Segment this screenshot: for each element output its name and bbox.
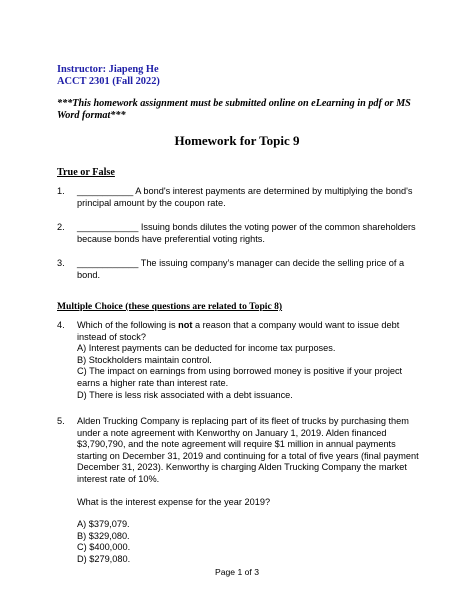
mc-question-5 xyxy=(57,416,427,566)
question-prompt: What is the interest expense for the year 2019? xyxy=(77,496,271,507)
section-true-false: True or False xyxy=(57,167,115,178)
option-d: D) $279,080. xyxy=(77,553,131,564)
option-c: C) The impact on earnings from using borrowed money is positive if your project earns a higher rate than interest rate. xyxy=(77,366,403,388)
question-number: 4. xyxy=(57,320,65,330)
tf-question-1 xyxy=(57,186,427,209)
question-number: 3. xyxy=(57,258,65,268)
question-text: ____________ The issuing company’s manager can decide the selling price of a bond. xyxy=(77,258,405,280)
page-number: Page 1 of 3 xyxy=(215,567,259,577)
question-number: 2. xyxy=(57,222,65,232)
question-text: Which of the following is not a reason that a company would want to issue debt instead of stock? xyxy=(77,320,400,342)
tf-question-3 xyxy=(57,258,427,281)
section-multiple-choice: Multiple Choice (these questions are related to Topic 8) xyxy=(57,301,283,312)
question-text: ____________ Issuing bonds dilutes the voting power of the common shareholders because bonds have preferential voting rights. xyxy=(77,222,416,244)
course-line: ACCT 2301 (Fall 2022) xyxy=(57,76,160,87)
submission-note: ***This homework assignment must be submitted online on eLearning in pdf or MS Word format*** xyxy=(57,98,411,122)
option-a: A) Interest payments can be deducted for income tax purposes. xyxy=(77,343,336,354)
option-d: D) There is less risk associated with a debt issuance. xyxy=(77,389,293,400)
question-number: 5. xyxy=(57,416,65,426)
question-number: 1. xyxy=(57,186,65,196)
option-c: C) $400,000. xyxy=(77,542,131,553)
mc-question-4 xyxy=(57,320,427,401)
instructor-line: Instructor: Jiapeng He xyxy=(57,64,159,75)
page-title: Homework for Topic 9 xyxy=(174,133,300,148)
question-text: Alden Trucking Company is replacing part of its fleet of trucks by purchasing them under a note agreement with Kenworthy on January 1, 2019. Alden financed $3,790,790, and the note agreement will require $1 million in annual payments starting on December 31, 2019 and continuing for a total of five years (final payment December 31, 2023). Kenworthy is charging Alden Trucking Company the market interest rate of 10%. xyxy=(77,416,419,484)
option-a: A) $379,079. xyxy=(77,519,130,530)
tf-question-2 xyxy=(57,222,427,245)
option-b: B) Stockholders maintain control. xyxy=(77,354,212,365)
question-text: ___________ A bond's interest payments are determined by multiplying the bond's principal amount by the coupon rate. xyxy=(77,186,413,208)
option-b: B) $329,080. xyxy=(77,530,130,541)
emphasis-not: not xyxy=(178,320,193,330)
